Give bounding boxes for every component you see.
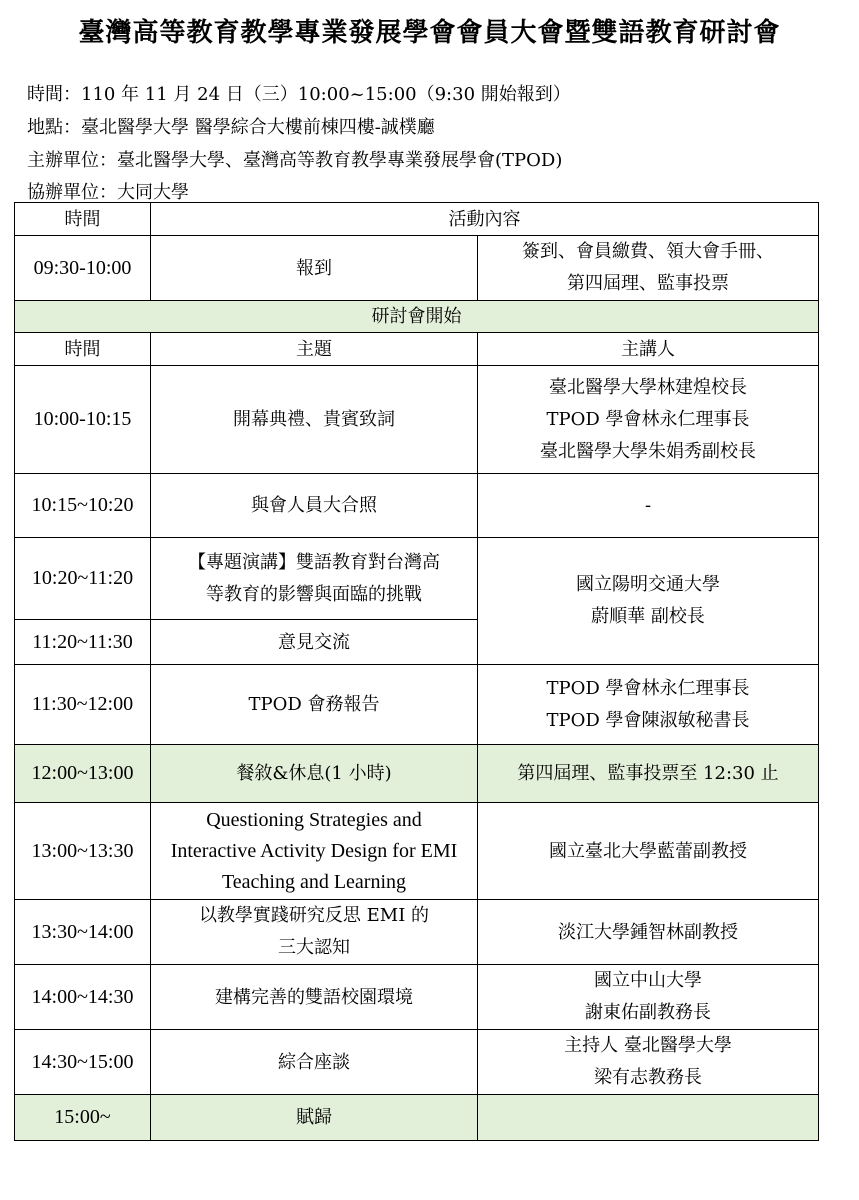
header2-topic: 主題 — [151, 333, 478, 366]
speaker-line: 臺北醫學大學林建煌校長 — [549, 376, 747, 398]
schedule-table — [14, 202, 819, 1141]
section-start: 研討會開始 — [15, 301, 819, 333]
row-topic: 綜合座談 — [151, 1030, 478, 1095]
row-time: 10:15~10:20 — [15, 474, 151, 538]
speaker-line: 梁有志教務長 — [594, 1067, 702, 1088]
topic-line: 等教育的影響與面臨的挑戰 — [206, 583, 422, 605]
info-organizer: 主辦單位：臺北醫學大學、臺灣高等教育教學專業發展學會(TPOD) — [27, 150, 563, 171]
row-speaker — [478, 538, 819, 665]
speaker-line: TPOD 學會林永仁理事長 — [546, 408, 750, 430]
speaker-line: 國立陽明交通大學 — [576, 574, 720, 595]
row-topic: 建構完善的雙語校園環境 — [151, 965, 478, 1030]
row-topic: TPOD 會務報告 — [151, 665, 478, 745]
table-row — [15, 236, 819, 301]
table-row — [15, 1030, 819, 1095]
topic-line: 【專題演講】雙語教育對台灣高 — [188, 551, 440, 573]
table-row — [15, 366, 819, 474]
row-speaker — [478, 665, 819, 745]
row-speaker: - — [478, 474, 819, 538]
row-topic: 開幕典禮、貴賓致詞 — [151, 366, 478, 474]
registration-detail-line: 簽到、會員繳費、領大會手冊、 — [522, 241, 774, 262]
registration-time: 09:30-10:00 — [15, 236, 151, 301]
topic-line: 三大認知 — [278, 937, 350, 958]
header2-time: 時間 — [15, 333, 151, 366]
info-location: 地點：臺北醫學大學 醫學綜合大樓前棟四樓-誠樸廳 — [27, 117, 435, 138]
row-time: 14:00~14:30 — [15, 965, 151, 1030]
speaker-line: 臺北醫學大學朱娟秀副校長 — [540, 440, 756, 462]
row-time: 12:00~13:00 — [15, 745, 151, 803]
row-time: 11:20~11:30 — [15, 620, 151, 665]
table-header-row — [15, 203, 819, 236]
row-time: 13:30~14:00 — [15, 900, 151, 965]
speaker-line: 國立中山大學 — [594, 970, 702, 991]
table-row — [15, 965, 819, 1030]
section-row — [15, 301, 819, 333]
speaker-line: 謝東佑副教務長 — [585, 1002, 711, 1023]
page-title: 臺灣高等教育教學專業發展學會會員大會暨雙語教育研討會 — [78, 18, 781, 48]
table-row — [15, 1095, 819, 1141]
info-time: 時間：110 年 11 月 24 日（三）10:00~15:00（9:30 開始報到） — [27, 84, 571, 105]
header-content: 活動內容 — [151, 203, 819, 236]
row-time: 11:30~12:00 — [15, 665, 151, 745]
row-speaker — [478, 1095, 819, 1141]
row-speaker — [478, 965, 819, 1030]
row-speaker — [478, 366, 819, 474]
table-row — [15, 803, 819, 900]
topic-line: Interactive Activity Design for EMI — [170, 839, 458, 862]
row-time: 10:20~11:20 — [15, 538, 151, 620]
row-speaker: 淡江大學鍾智林副教授 — [478, 900, 819, 965]
registration-detail-line: 第四屆理、監事投票 — [567, 273, 729, 294]
row-topic — [151, 538, 478, 620]
row-time: 13:00~13:30 — [15, 803, 151, 900]
row-topic: 意見交流 — [151, 620, 478, 665]
row-speaker — [478, 1030, 819, 1095]
speaker-line: TPOD 學會陳淑敏秘書長 — [546, 709, 750, 731]
table-row — [15, 665, 819, 745]
speaker-line: 蔚順華 副校長 — [591, 606, 705, 627]
header2-speaker: 主講人 — [478, 333, 819, 366]
table-header-row — [15, 333, 819, 366]
table-row — [15, 900, 819, 965]
row-topic: 餐敘&休息(1 小時) — [151, 745, 478, 803]
registration-detail — [478, 236, 819, 301]
topic-line: Questioning Strategies and — [206, 808, 422, 831]
table-row — [15, 745, 819, 803]
topic-line: 以教學實踐研究反思 EMI 的 — [198, 905, 430, 926]
speaker-line: TPOD 學會林永仁理事長 — [546, 677, 750, 699]
row-speaker: 第四屆理、監事投票至 12:30 止 — [478, 745, 819, 803]
row-speaker: 國立臺北大學藍蕾副教授 — [478, 803, 819, 900]
row-time: 14:30~15:00 — [15, 1030, 151, 1095]
header-time: 時間 — [15, 203, 151, 236]
registration-topic: 報到 — [151, 236, 478, 301]
row-topic: 賦歸 — [151, 1095, 478, 1141]
table-row — [15, 538, 819, 620]
speaker-line: 主持人 臺北醫學大學 — [564, 1035, 732, 1056]
info-co-organizer: 協辦單位：大同大學 — [27, 182, 189, 203]
row-time: 15:00~ — [15, 1095, 151, 1141]
row-topic: 與會人員大合照 — [151, 474, 478, 538]
row-time: 10:00-10:15 — [15, 366, 151, 474]
row-topic — [151, 803, 478, 900]
topic-line: Teaching and Learning — [221, 870, 407, 893]
table-row — [15, 474, 819, 538]
row-topic — [151, 900, 478, 965]
